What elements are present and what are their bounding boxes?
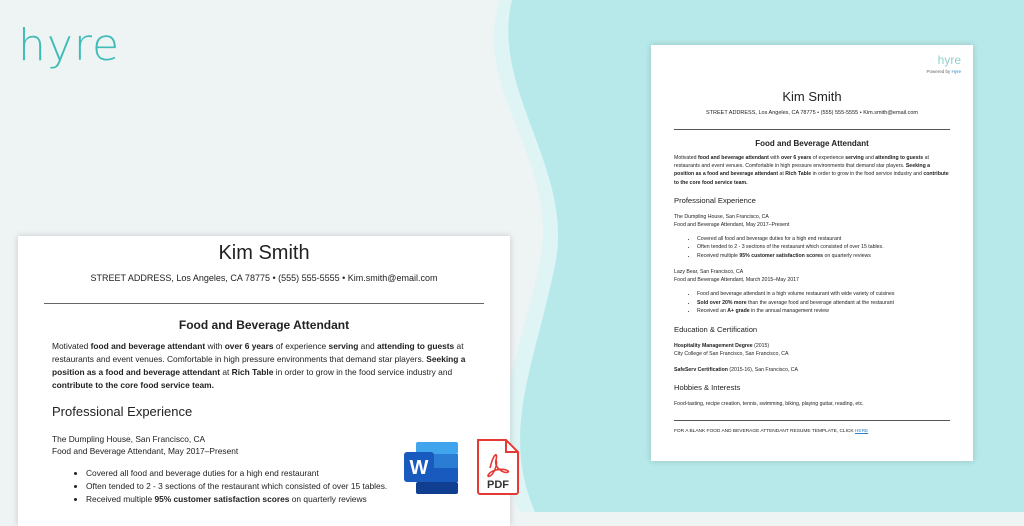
education-college: City College of San Francisco, San Francisco, CA xyxy=(674,350,789,357)
divider xyxy=(674,420,950,421)
powered-by-link[interactable]: Hyre xyxy=(951,69,961,74)
job-header xyxy=(674,213,950,229)
hyre-logo[interactable]: hyre xyxy=(18,20,121,71)
template-footer: FOR A BLANK FOOD AND BEVERAGE ATTENDANT RESUME TEMPLATE, CLICK HERE xyxy=(674,428,869,434)
education-cert: SafeServ Certification (2015-16), San Francisco, CA xyxy=(674,366,798,373)
job-header xyxy=(674,268,950,284)
svg-text:W: W xyxy=(409,457,429,479)
section-heading-experience: Professional Experience xyxy=(674,195,756,205)
resume-name: Kim Smith xyxy=(218,242,310,264)
job-company: Lazy Bear, San Francisco, CA xyxy=(674,269,744,276)
job-company: The Dumpling House, San Francisco, CA xyxy=(674,213,769,220)
job-company: The Dumpling House, San Francisco, CA xyxy=(52,434,206,444)
job-bullets xyxy=(685,290,973,316)
hobbies-text: Food-tasting, recipe creation, tennis, swimming, biking, playing guitar, reading, etc. xyxy=(674,400,864,407)
list-item: • Received an A+ grade in the annual management review xyxy=(697,307,973,316)
list-item: • Covered all food and beverage duties for a high end restaurant xyxy=(86,467,510,480)
job-bullets xyxy=(685,235,973,261)
word-icon[interactable] xyxy=(402,438,460,496)
pdf-label: PDF xyxy=(487,479,509,491)
section-heading-hobbies: Hobbies & Interests xyxy=(674,382,741,392)
resume-contact: STREET ADDRESS, Los Angeles, CA 78775 • (555) 555-5555 • Kim.smith@email.com xyxy=(90,273,438,283)
resume-job-title: Food and Beverage Attendant xyxy=(755,139,869,148)
list-item: • Received multiple 95% customer satisfaction scores on quarterly reviews xyxy=(86,493,510,506)
template-link[interactable]: HERE xyxy=(854,428,869,434)
mini-logo: hyre xyxy=(937,53,961,67)
list-item: • Often tended to 2 - 3 sections of the restaurant which consisted of over 15 tables. xyxy=(697,243,973,252)
section-heading-education: Education & Certification xyxy=(674,324,758,334)
job-role: Food and Beverage Attendant, May 2017–Present xyxy=(674,221,790,228)
job-role: Food and Beverage Attendant, March 2015–May 2017 xyxy=(674,277,799,284)
education-degree: Hospitality Management Degree (2015) City College of San Francisco, San Francisco, CA xyxy=(674,342,950,358)
job-role: Food and Beverage Attendant, May 2017–Present xyxy=(52,446,239,456)
list-item: • Received multiple 95% customer satisfaction scores on quarterly reviews xyxy=(697,252,973,261)
list-item: • Sold over 20% more than the average food and beverage attendant at the restaurant xyxy=(697,299,973,308)
resume-summary: Motivated food and beverage attendant with over 6 years of experience serving and attending to guests at restaurants and event venues. Comfortable in high pressure environments that demand star players. Seeking a position as a food and beverage attendant at Rich Table in order to grow in the food service industry and contribute to the core food service team. xyxy=(674,155,949,186)
resume-contact: STREET ADDRESS, Los Angeles, CA 78775 • (555) 555-5555 • Kim.smith@email.com xyxy=(705,110,918,116)
resume-summary: Motivated food and beverage attendant with over 6 years of experience serving and attending to guests at restaurants and event venues. Comfortable in high pressure environments that demand star players. Seeking a position as a food and beverage attendant at Rich Table in order to grow in the food service industry and contribute to the core food service team. xyxy=(52,341,466,390)
section-heading-experience: Professional Experience xyxy=(52,404,193,419)
resume-name: Kim Smith xyxy=(782,89,842,104)
divider xyxy=(674,129,950,130)
list-item: • Food and beverage attendant in a high volume restaurant with wide variety of cuisines xyxy=(697,290,973,299)
pdf-icon[interactable] xyxy=(474,438,522,496)
divider xyxy=(44,303,484,304)
resume-job-title: Food and Beverage Attendant xyxy=(178,318,350,332)
list-item: • Covered all food and beverage duties for a high end restaurant xyxy=(697,235,973,244)
powered-by: Powered by Hyre xyxy=(926,69,961,74)
list-item: • Often tended to 2 - 3 sections of the restaurant which consisted of over 15 tables. xyxy=(86,480,510,493)
resume-preview-small[interactable] xyxy=(651,45,973,461)
